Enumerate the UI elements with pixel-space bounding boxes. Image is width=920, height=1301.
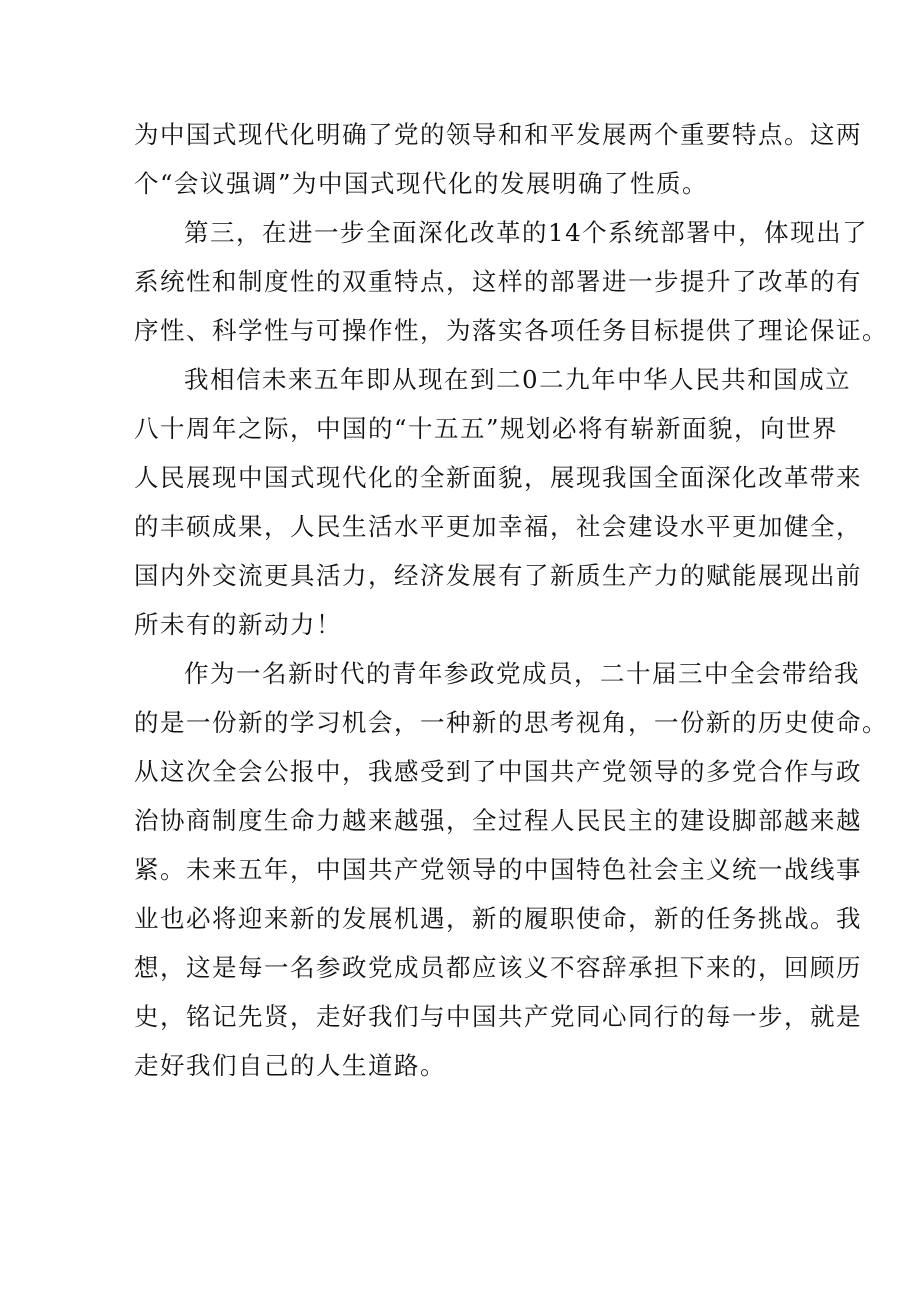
- paragraph-1: [134, 110, 862, 208]
- text-line: 作为一名新时代的青年参政党成员，二十届三中全会带给我: [184, 659, 860, 688]
- paragraph-3: [134, 355, 862, 649]
- text-line: 国内外交流更具活力，经济发展有了新质生产力的赋能展现出前: [134, 561, 862, 590]
- text-line: 走好我们自己的人生道路。: [134, 1051, 446, 1080]
- text-line: 系统性和制度性的双重特点，这样的部署进一步提升了改革的有: [134, 267, 862, 296]
- text-line: 个“会议强调”为中国式现代化的发展明确了性质。: [134, 169, 709, 198]
- text-line: 所未有的新动力！: [134, 610, 342, 639]
- text-line: 序性、科学性与可操作性，为落实各项任务目标提供了理论保证。: [134, 316, 888, 345]
- paragraph-4: [134, 649, 888, 1090]
- text-line: 史，铭记先贤，走好我们与中国共产党同心同行的每一步，就是: [134, 1002, 862, 1031]
- text-line: 治协商制度生命力越来越强，全过程人民民主的建设脚部越来越: [134, 806, 862, 835]
- text-line: 从这次全会公报中，我感受到了中国共产党领导的多党合作与政: [134, 757, 862, 786]
- text-line: 紧。未来五年，中国共产党领导的中国特色社会主义统一战线事: [134, 855, 862, 884]
- body-text: [134, 110, 888, 1090]
- text-line: 业也必将迎来新的发展机遇，新的履职使命，新的任务挑战。我: [134, 904, 862, 933]
- text-line: 八十周年之际，中国的“十五五”规划必将有崭新面貌，向世界: [134, 414, 839, 443]
- text-line: 想，这是每一名参政党成员都应该义不容辞承担下来的，回顾历: [134, 953, 862, 982]
- text-line: 的是一份新的学习机会，一种新的思考视角，一份新的历史使命。: [134, 708, 888, 737]
- paragraph-2: [134, 208, 888, 355]
- text-line: 第三，在进一步全面深化改革的14个系统部署中，体现出了: [184, 218, 869, 247]
- text-line: 为中国式现代化明确了党的领导和和平发展两个重要特点。这两: [134, 120, 862, 149]
- text-line: 的丰硕成果，人民生活水平更加幸福，社会建设水平更加健全，: [134, 512, 862, 541]
- text-line: 我相信未来五年即从现在到二0二九年中华人民共和国成立: [184, 365, 852, 394]
- text-line: 人民展现中国式现代化的全新面貌，展现我国全面深化改革带来: [134, 463, 862, 492]
